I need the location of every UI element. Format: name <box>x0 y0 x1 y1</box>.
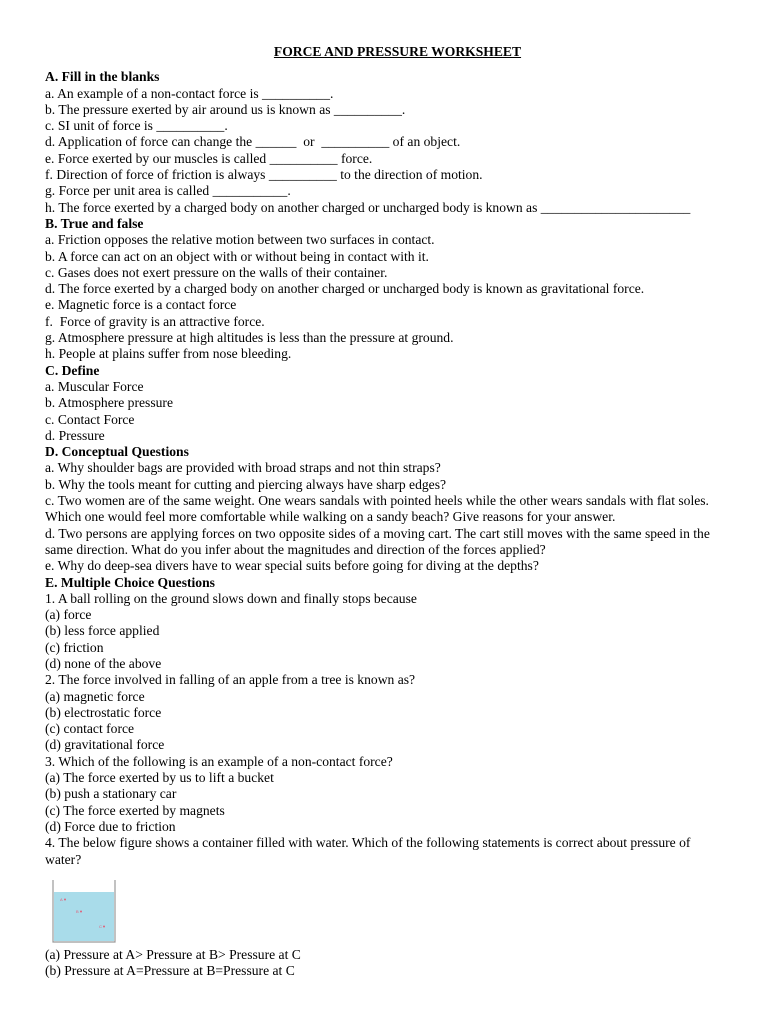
option: (a) The force exerted by us to lift a bucket <box>45 770 274 786</box>
option: (b) Pressure at A=Pressure at B=Pressure at C <box>45 963 295 979</box>
list-item: c. Contact Force <box>45 411 135 427</box>
svg-text:A: A <box>60 896 63 902</box>
list-item: a. Friction opposes the relative motion between two surfaces in contact. <box>45 232 435 248</box>
section-heading: C. Define <box>45 362 100 378</box>
option: (a) Pressure at A> Pressure at B> Pressure at C <box>45 946 301 962</box>
list-item: f. Force of gravity is an attractive force. <box>45 313 265 329</box>
option: (d) none of the above <box>45 655 162 671</box>
svg-text:B: B <box>76 908 79 914</box>
list-item: b. Atmosphere pressure <box>45 395 173 411</box>
list-item: c. Gases does not exert pressure on the walls of their container. <box>45 264 388 280</box>
list-item: b. A force can act on an object with or without being in contact with it. <box>45 248 429 264</box>
option: (d) gravitational force <box>45 737 165 753</box>
list-item: b. The pressure exerted by air around us is known as __________. <box>45 101 406 117</box>
list-item: d. Pressure <box>45 427 105 443</box>
option: (c) contact force <box>45 721 135 737</box>
option: (b) push a stationary car <box>45 786 177 802</box>
list-item: a. Muscular Force <box>45 378 144 394</box>
svg-text:C: C <box>99 923 102 929</box>
list-item: a. An example of a non-contact force is __________. <box>45 85 334 101</box>
list-item: d. Application of force can change the ______ or __________ of an object. <box>45 134 461 150</box>
list-item: g. Force per unit area is called ___________. <box>45 183 291 199</box>
list-item: d. Two persons are applying forces on two opposite sides of a moving cart. The cart still moves with the same speed in the same direction. What do you infer about the magnitudes and direction of the forces applied? <box>45 525 714 557</box>
worksheet-page <box>45 44 730 979</box>
option: (c) The force exerted by magnets <box>45 802 225 818</box>
section-fill-in-blanks <box>45 69 730 216</box>
list-item: h. People at plains suffer from nose bleeding. <box>45 346 292 362</box>
section-heading: D. Conceptual Questions <box>45 444 189 460</box>
section-multiple-choice <box>45 575 730 980</box>
list-item: h. The force exerted by a charged body on another charged or uncharged body is known as ______________________ <box>45 199 691 215</box>
section-heading: A. Fill in the blanks <box>45 69 160 85</box>
question-text: 2. The force involved in falling of an apple from a tree is known as? <box>45 672 416 688</box>
water-fill <box>54 892 114 941</box>
section-heading: B. True and false <box>45 215 144 231</box>
list-item: c. Two women are of the same weight. One wears sandals with pointed heels while the other wears sandals with flat soles. Which one would feel more comfortable while walking on a sandy beach? Give reasons for your answer. <box>45 493 713 525</box>
question-text: 4. The below figure shows a container filled with water. Which of the following statements is correct about pressure of water? <box>45 835 694 867</box>
option: (b) less force applied <box>45 623 160 639</box>
option: (c) friction <box>45 639 104 655</box>
question-text: 3. Which of the following is an example of a non-contact force? <box>45 753 393 769</box>
list-item: e. Force exerted by our muscles is called __________ force. <box>45 150 373 166</box>
water-container-figure <box>49 878 119 944</box>
mcq-question-1 <box>45 591 730 672</box>
option: (b) electrostatic force <box>45 704 162 720</box>
list-item: b. Why the tools meant for cutting and piercing always have sharp edges? <box>45 476 447 492</box>
section-define <box>45 363 730 444</box>
section-conceptual-questions <box>45 444 730 574</box>
option: (d) Force due to friction <box>45 818 176 834</box>
section-heading: E. Multiple Choice Questions <box>45 574 215 590</box>
question-text: 1. A ball rolling on the ground slows down and finally stops because <box>45 590 417 606</box>
option: (a) magnetic force <box>45 688 145 704</box>
section-true-false <box>45 216 730 363</box>
list-item: g. Atmosphere pressure at high altitudes is less than the pressure at ground. <box>45 330 454 346</box>
mcq-question-2 <box>45 672 730 753</box>
water-container-illustration <box>49 878 119 944</box>
mcq-question-4 <box>45 835 730 979</box>
list-item: c. SI unit of force is __________. <box>45 118 228 134</box>
option: (a) force <box>45 607 92 623</box>
worksheet-title: FORCE AND PRESSURE WORKSHEET <box>273 44 522 59</box>
list-item: d. The force exerted by a charged body on another charged or uncharged body is known as gravitational force. <box>45 281 645 297</box>
list-item: e. Magnetic force is a contact force <box>45 297 237 313</box>
list-item: a. Why shoulder bags are provided with broad straps and not thin straps? <box>45 460 441 476</box>
list-item: e. Why do deep-sea divers have to wear special suits before going for diving at the depths? <box>45 558 539 574</box>
list-item: f. Direction of force of friction is always __________ to the direction of motion. <box>45 167 483 183</box>
mcq-question-3 <box>45 754 730 835</box>
